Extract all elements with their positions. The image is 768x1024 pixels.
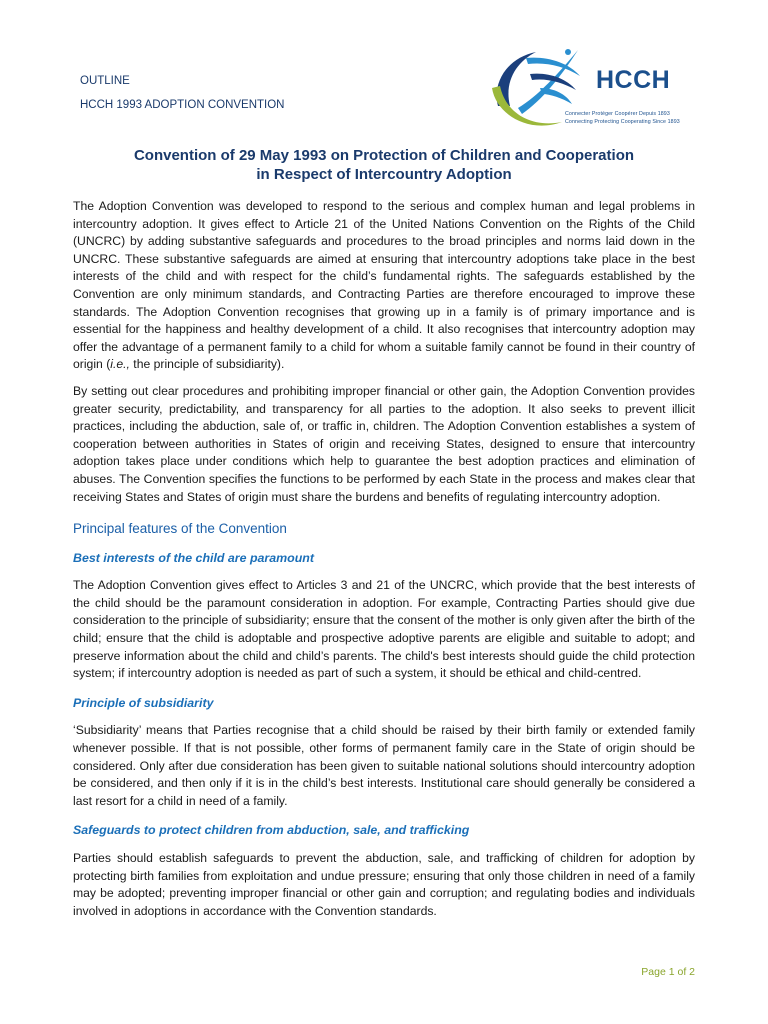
- section-heading-principal: Principal features of the Convention: [73, 521, 287, 537]
- intro-paragraph-1: [73, 198, 695, 374]
- intro-text-b: the principle of subsidiarity).: [129, 357, 285, 372]
- paragraph-subsidiarity: ‘Subsidiarity’ means that Parties recognise that a child should be raised by their birth family or extended family whenever possible. If that is not possible, other forms of permanent family care in the State of origin should be considered. Only after due consideration has been given to suitable national solutions should intercountry adoption be considered, and then only if it is in the child’s best interests. Institutional care should generally be considered a last resort for a child in need of a family.: [73, 723, 695, 808]
- logo-tagline-en: Connecting Protecting Cooperating Since 1893: [565, 119, 680, 125]
- document-header: [80, 72, 284, 120]
- subheading-best-interests: Best interests of the child are paramount: [73, 550, 314, 565]
- logo-wordmark: HCCH: [596, 66, 671, 94]
- subheading-subsidiarity: Principle of subsidiarity: [73, 695, 214, 710]
- page-title: [0, 146, 768, 184]
- paragraph-best-interests: The Adoption Convention gives effect to Articles 3 and 21 of the UNCRC, which provide that the best interests of the child should be the paramount consideration in adoption. For example, Contracting Parties should give due consideration to the principle of subsidiarity; ensure that the consent of the mother is only given after the birth of the child; ensure that the child is adoptable and prospective adoptive parents are eligible and suitable to adopt; and preserve information about the child and child’s parents. The child's best interests should guide the child protection system; if intercountry adoption is needed as part of such a system, it should be ethical and child-centred.: [73, 578, 695, 681]
- document-body: [73, 198, 695, 929]
- intro-paragraph-2: By setting out clear procedures and prohibiting improper financial or other gain, the Adoption Convention provides greater security, predictability, and transparency for all parties to the adoption. It also seeks to prevent illicit practices, including the abduction, sale of, or traffic in, children. The Adoption Convention establishes a system of cooperation between authorities in States of origin and receiving States, designed to ensure that intercountry adoption takes place under conditions which help to guarantee the best adoption practices and elimination of abuses. The Convention specifies the functions to be performed by each State in the process and makes clear that receiving States and States of origin must share the burdens and benefits of regulating intercountry adoption.: [73, 383, 695, 504]
- title-line-1: Convention of 29 May 1993 on Protection of Children and Cooperation: [133, 147, 635, 164]
- hcch-logo: [488, 44, 698, 134]
- logo-tagline-fr: Connecter Protéger Coopérer Depuis 1893: [565, 111, 670, 117]
- paragraph-safeguards: Parties should establish safeguards to prevent the abduction, sale, and trafficking of children for adoption by protecting birth families from exploitation and undue pressure; ensuring that only those children in need of a family may be adopted; preventing improper financial or other gain and corruption; and regulating bodies and individuals involved in adoptions in accordance with the Convention standards.: [73, 851, 695, 918]
- title-line-2: in Respect of Intercountry Adoption: [256, 166, 512, 183]
- page-number: Page 1 of 2: [641, 966, 695, 978]
- convention-label: HCCH 1993 ADOPTION CONVENTION: [80, 99, 285, 111]
- intro-text-ie: i.e.,: [110, 357, 130, 372]
- subheading-safeguards: Safeguards to protect children from abduction, sale, and trafficking: [73, 823, 470, 838]
- intro-text-a: The Adoption Convention was developed to respond to the serious and complex human and legal problems in intercountry adoption. It gives effect to Article 21 of the United Nations Convention on the Rights of the Child (UNCRC) by adding substantive safeguards and procedures to the broad principles and norms laid down in the UNCRC. These substantive safeguards are aimed at ensuring that intercountry adoptions take place in the best interests of the child and with respect for the child’s fundamental rights. The safeguards established by the Convention are only minimum standards, and Contracting Parties are therefore encouraged to improve these standards. The Adoption Convention recognises that growing up in a family is of primary importance and is essential for the happiness and healthy development of a child. It also recognises that intercountry adoption may offer the advantage of a permanent family to a child for whom a suitable family cannot be found in their country of origin (: [73, 199, 695, 372]
- outline-label: OUTLINE: [80, 75, 130, 87]
